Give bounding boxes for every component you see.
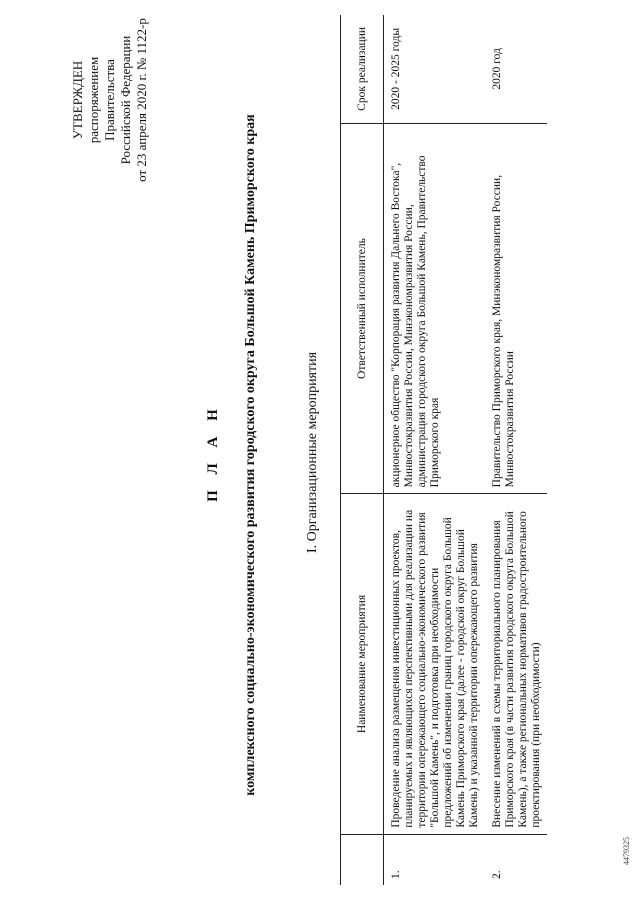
document-subtitle: комплексного социально-экономического развития городского округа Большой Камень Приморского края <box>243 114 258 796</box>
row-term: 2020 год <box>485 15 547 123</box>
approval-line: Российской Федерации <box>118 35 133 165</box>
row-term: 2020 - 2025 годы <box>384 15 486 123</box>
document-number: 4479325 <box>622 837 631 865</box>
row-name: Проведение анализа размещения инвестиционных проектов, планируемых и являющихся перспективными для реализации на территории опережающего социально-экономического развития "Большой Камень", и подготовка при необходимости предложений об изменении границ городского округа Большой Камень Приморского края (далее - городской округ Большой Камень) и указанной территории опережающего развития <box>384 494 486 834</box>
row-executor: Правительство Приморского края, Минэкономразвития России, Минвостокразвития России <box>485 123 547 494</box>
approval-block <box>70 15 150 185</box>
table-row <box>384 15 486 885</box>
plan-table <box>340 15 547 885</box>
header-executor: Ответственный исполнитель <box>341 123 384 494</box>
approval-line: от 23 апреля 2020 г. № 1122-р <box>134 18 149 182</box>
header-number <box>341 834 384 885</box>
document-title: П Л А Н <box>205 403 221 502</box>
section-heading: I. Организационные мероприятия <box>305 351 320 554</box>
row-number: 2. <box>491 870 503 879</box>
approval-line: распоряжением Правительства <box>86 56 117 144</box>
table-header-row <box>341 15 384 885</box>
row-number: 1. <box>390 870 402 879</box>
header-name: Наименование мероприятия <box>341 494 384 834</box>
approval-title: УТВЕРЖДЕН <box>70 60 85 140</box>
row-executor: акционерное общество "Корпорация развития Дальнего Востока", Минвостокразвития России, Минэкономразвития России, администрация городского округа Большой Камень, Правительство Приморского края <box>384 123 486 494</box>
table-row <box>485 15 547 885</box>
header-term: Срок реализации <box>341 15 384 123</box>
row-name: Внесение изменений в схемы территориального планирования Приморского края (в части развития городского округа Большой Камень), а также региональных нормативов градостроительного проектирования (при необходимости) <box>485 494 547 834</box>
